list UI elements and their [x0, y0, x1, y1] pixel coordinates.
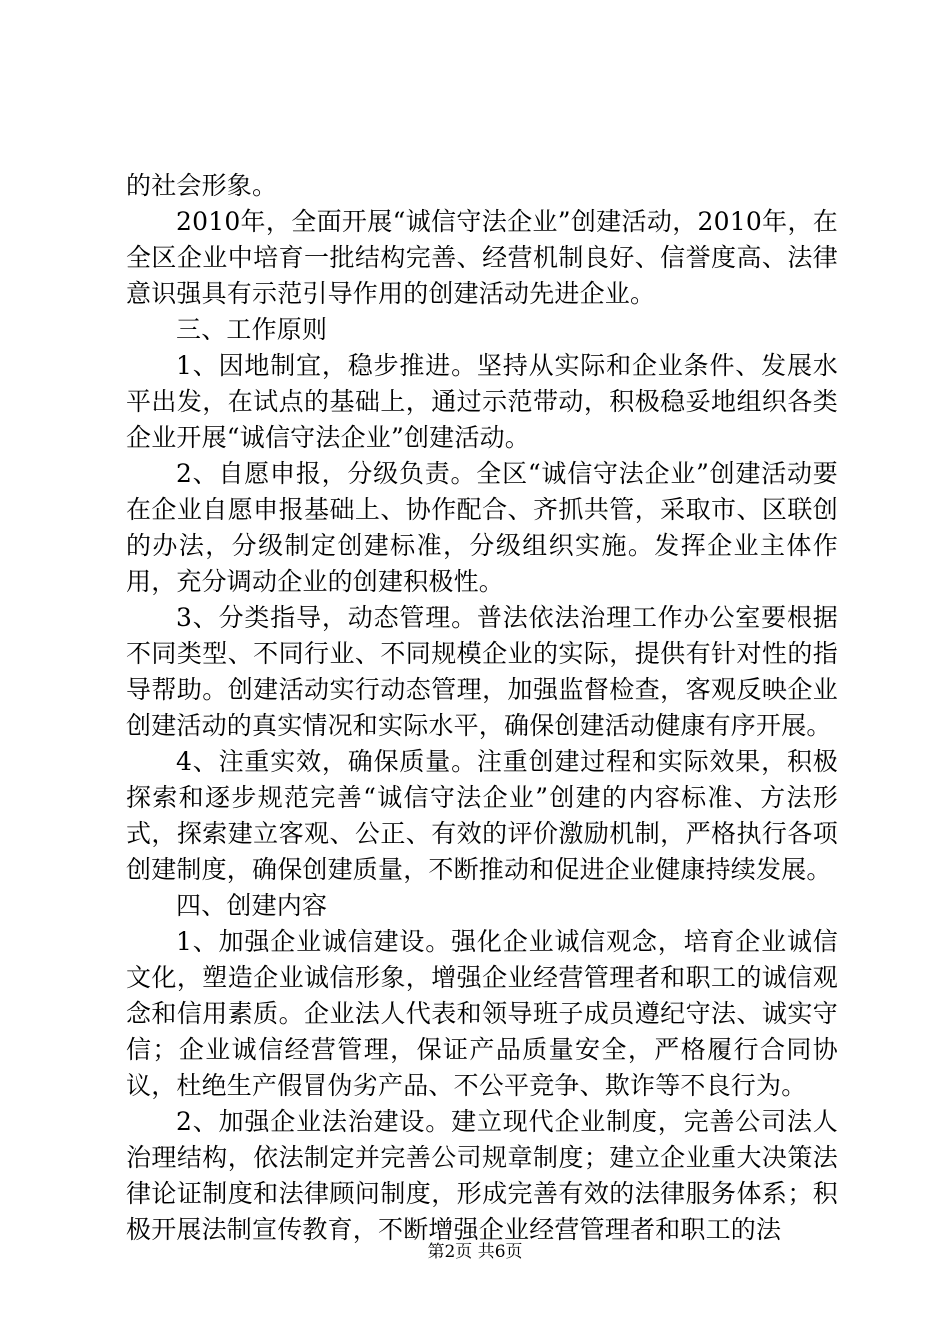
- paragraph-principle-2: 2、自愿申报，分级负责。全区“诚信守法企业”创建活动要在企业自愿申报基础上、协作配合、齐抓共管，采取市、区联创的办法，分级制定创建标准，分级组织实施。发挥企业主体作用，充分调动企业的创建积极性。: [126, 459, 838, 596]
- paragraph-principle-3: 3、分类指导，动态管理。普法依法治理工作办公室要根据不同类型、不同行业、不同规模企业的实际，提供有针对性的指导帮助。创建活动实行动态管理，加强监督检查，客观反映企业创建活动的真实情况和实际水平，确保创建活动健康有序开展。: [126, 603, 838, 740]
- document-body: [126, 168, 838, 1248]
- paragraph-continuation: 的社会形象。: [126, 171, 278, 200]
- section-heading-work-principles: 三、工作原则: [176, 315, 328, 344]
- paragraph-principle-4: 4、注重实效，确保质量。注重创建过程和实际效果，积极探索和逐步规范完善“诚信守法企业”创建的内容标准、方法形式，探索建立客观、公正、有效的评价激励机制，严格执行各项创建制度，确保创建质量，不断推动和促进企业健康持续发展。: [126, 747, 838, 884]
- paragraph-content-1: 1、加强企业诚信建设。强化企业诚信观念，培育企业诚信文化，塑造企业诚信形象，增强企业经营管理者和职工的诚信观念和信用素质。企业法人代表和领导班子成员遵纪守法、诚实守信；企业诚信经营管理，保证产品质量安全，严格履行合同协议，杜绝生产假冒伪劣产品、不公平竞争、欺诈等不良行为。: [126, 927, 838, 1100]
- paragraph-content-2: 2、加强企业法治建设。建立现代企业制度，完善公司法人治理结构，依法制定并完善公司规章制度；建立企业重大决策法律论证制度和法律顾问制度，形成完善有效的法律服务体系；积极开展法制宣传教育，不断增强企业经营管理者和职工的法: [126, 1107, 838, 1244]
- paragraph-principle-1: 1、因地制宜，稳步推进。坚持从实际和企业条件、发展水平出发，在试点的基础上，通过示范带动，积极稳妥地组织各类企业开展“诚信守法企业”创建活动。: [126, 351, 838, 452]
- page-number-footer: 第2页 共6页: [427, 1242, 523, 1262]
- paragraph-2010-goal: 2010年，全面开展“诚信守法企业”创建活动，2010年，在全区企业中培育一批结构完善、经营机制良好、信誉度高、法律意识强具有示范引导作用的创建活动先进企业。: [126, 207, 838, 308]
- section-heading-creation-content: 四、创建内容: [176, 891, 328, 920]
